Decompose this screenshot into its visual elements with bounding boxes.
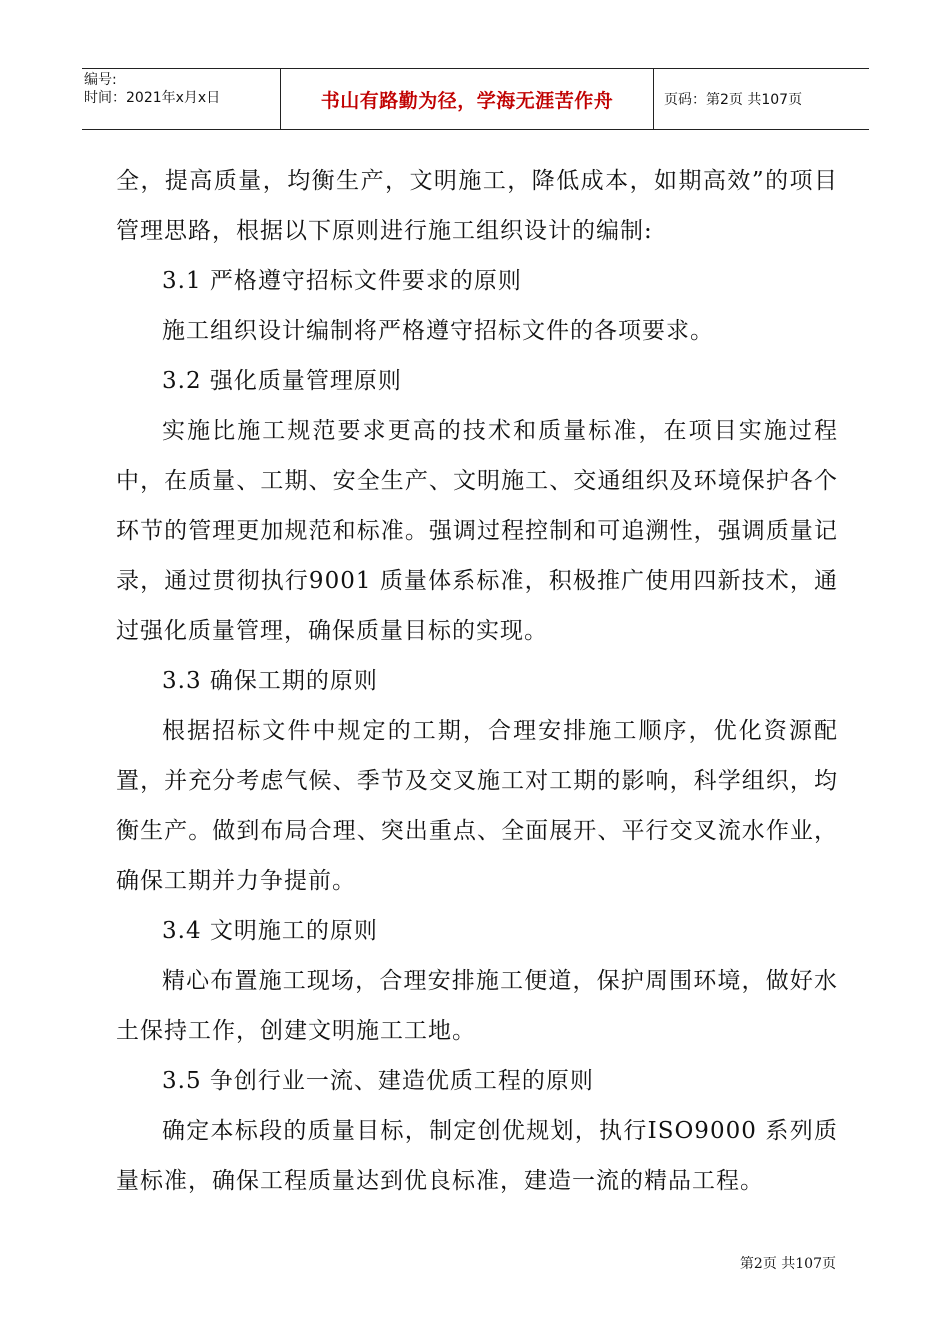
document-body	[116, 156, 838, 1206]
paragraph-3-4: 精心布置施工现场，合理安排施工便道，保护周围环境，做好水土保持工作，创建文明施工工地。	[116, 968, 838, 1044]
page-header	[82, 68, 869, 130]
section-heading-3-2: 3.2 强化质量管理原则	[162, 368, 402, 394]
section-heading-3-4: 3.4 文明施工的原则	[162, 918, 378, 944]
header-page-info: 页码：第2页 共107页	[664, 92, 803, 108]
document-date: 时间：2021年x月x日	[84, 90, 221, 106]
page-footer	[740, 1253, 836, 1273]
header-page-info-cell	[654, 69, 869, 129]
paragraph-3-1: 施工组织设计编制将严格遵守招标文件的各项要求。	[162, 318, 714, 344]
paragraph-intro: 全，提高质量，均衡生产，文明施工，降低成本，如期高效”的项目管理思路，根据以下原则进行施工组织设计的编制:	[116, 168, 838, 244]
document-number-label: 编号:	[84, 72, 117, 88]
section-heading-3-3: 3.3 确保工期的原则	[162, 668, 378, 694]
footer-page-number: 第2页 共107页	[739, 1256, 836, 1272]
paragraph-3-3: 根据招标文件中规定的工期，合理安排施工顺序，优化资源配置，并充分考虑气候、季节及交叉施工对工期的影响，科学组织，均衡生产。做到布局合理、突出重点、全面展开、平行交叉流水作业，确保工期并力争提前。	[116, 718, 838, 894]
header-motto-cell	[281, 69, 654, 129]
section-heading-3-5: 3.5 争创行业一流、建造优质工程的原则	[162, 1068, 594, 1094]
paragraph-3-5: 确定本标段的质量目标，制定创优规划，执行ISO9000 系列质量标准，确保工程质量达到优良标准，建造一流的精品工程。	[116, 1118, 838, 1194]
header-meta	[82, 69, 281, 129]
header-motto: 书山有路勤为径，学海无涯苦作舟	[320, 89, 614, 112]
paragraph-3-2: 实施比施工规范要求更高的技术和质量标准，在项目实施过程中，在质量、工期、安全生产、文明施工、交通组织及环境保护各个环节的管理更加规范和标准。强调过程控制和可追溯性，强调质量记录，通过贯彻执行9001 质量体系标准，积极推广使用四新技术，通过强化质量管理，确保质量目标的实现。	[116, 418, 838, 644]
section-heading-3-1: 3.1 严格遵守招标文件要求的原则	[162, 268, 522, 294]
